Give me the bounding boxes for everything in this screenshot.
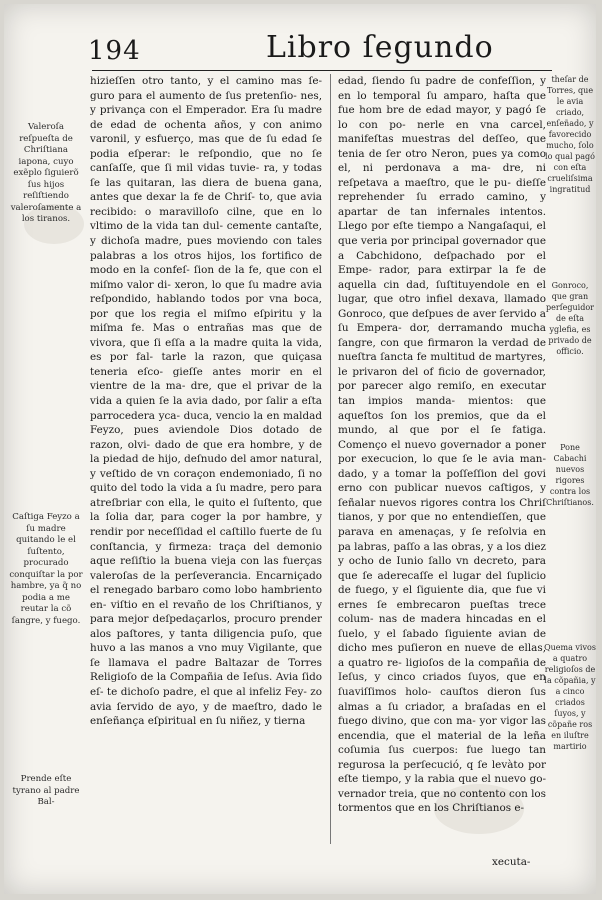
margin-note-left: Caſtiga Feyzo a ſu madre quitando le el ſuſtento, procurado conquiſtar la por hambre, ya q̃ no podia a me reutar la cõ ſangre, y fuego. (9, 512, 83, 626)
right-text-column (338, 74, 546, 816)
header-rule (92, 70, 552, 71)
column-divider (330, 74, 331, 844)
page-number: 194 (88, 36, 141, 66)
paragraph: edad, ſiendo ſu padre de confeſſion, y en lo temporal ſu amparo, haſta que fue hom bre de edad mayor, y pagó ſe lo con po- nerle en vna carcel, manifeſtas muestras del deſſeo, que tenia de ſer otro Neron, pues ya como el, ni perdonava a ma- dre, ni reſpetava a maeſtro, que le pu- dieſſe reprehender ſu errado camino, y apartar de tan infernales intentos. Llego por eſte tiempo a Nangaſaqui, el que veria por principal governador que a Cabchidono, deſpachado por el Empe- rador, para extirpar la fe de aquella cin dad, ſuſtituyendole en el lugar, que otro infiel dexava, llamado Gonroco, que deſpues de aver ſervido a ſu Empera- dor, derramando mucha ſangre, con que firmaron la verdad de nueſtra ſancta fe multitud de martyres, le privaron del of ficio de governador, por parecer algo remiſo, en executar tan impios manda- mientos: que aqueſtos ſon los premios, que da el mundo, al que por el ſe fatiga. Començo el nuevo governador a poner por execucion, lo que ſe le avia man- dado, y a tomar la poſſeſſion del govi erno con publicar nuevos caſtigos, y ſeñalar nuevos rigores contra los Chriſ tianos, y por que no entendieſſen, que parava en amenaças, y ſe reſolvia en pa labras, paſſo a las obras, y a los diez y ocho de Iunio ſallo vn decreto, para que ſe aderecaſſe el lugar del ſuplicio de fuego, y el ſiguiente dia, que fue vi ernes ſe embrecaron pueſtas trece colum- nas de madera hincadas en el ſuelo, y el ſabado ſiguiente avian de dicho mes puſieron en nueve de ellas, a quatro re- ligioſos de la compañia de Ieſus, y cinco criados ſuyos, que en ſuaviſſimos holo- cauſtos dieron ſus almas a ſu criador, a braſadas en el fuego divino, que con ma- yor vigor las encendia, que el material de la leña coſumia ſus cuerpos: fue luego tan regurosa la perſecució, q ſe levàto por eſte tiempo, y la rabia que el nuevo go- vernador treia, que no contento con los tormentos que en los Chriſtianos e- (338, 75, 547, 815)
paragraph: hizieſſen otro tanto, y el camino mas ſe- guro para el aumento de ſus pretenſio- nes, y privança con el Emperador. Era ſu madre de edad de ochenta años, y con animo varonil, y esfuerço, mas que de ſu edad ſe podia eſperar: le reſpondio, que no ſe canſaſſe, que ſi mil vidas tuvie- ra, y todas ſe las quitaran, las diera de buena gana, antes que dexar la fe de Chriſ- to, que avia recibido: o maravilloſo cilne, que en lo vltimo de la vida tan dul- cemente cantaſte, y dichoſa madre, pues moviendo con tales palabras a los otros hijos, los fortifico de modo en la confeſ- ſion de la fe, que con el miſmo valor di- xeron, lo que ſu madre avia reſpondido, hablando todos por vna boca, por que los regia el miſmo eſpiritu y la miſma fe. Mas o entrañas mas que de vivora, que ſi eſſa a la madre quita la vida, es por fal- tarle la razon, que quiçasa teneria eſco- gieſſe antes morir en el vientre de la ma- dre, que el privar de la vida a quien ſe la avia dado, por ſalir a eſta parrocedera yca- duca, vencio la en maldad Feyzo, pues aviendole Dios dotado de razon, olvi- dado de que era hombre, y de la piedad de hijo, deſnudo del amor natural, y veſtido de vn coraçon endemoniado, ſi no quito del todo la vida a ſu madre, pero para atreſbriar con ella, le quito el ſuſtento, que la ſolia dar, para coger la por hambre, y rendir por neceſſidad el caſtillo fuerte de ſu conſtancia, y firmeza: traça del demonio aque reſiſtio la buena vieja con las fuerças valeroſas de la perſeverancia. Encarniçado el renegado barbaro como lobo hambriento en- viſtio en el revaño de los Chriſtianos, y para mejor deſpedaçarlos, procuro prender alos paſtores, y tanta diligencia puſo, que huvo a las manos a vno muy Vigilante, que ſe llamava el padre Baltazar de Torres Religioſo de la Compañia de Ieſus. Avia ſido eſ- te dichoſo padre, el que al infeliz Fey- zo avia ſervido de ayo, y de maeſtro, dado le enſeñança eſpiritual en ſu niñez, y tierna (90, 75, 322, 728)
page-header (4, 30, 596, 70)
margin-note-left: Valeroſa reſpueſta de Chriſtiana iapona, cuyo exẽplo ſiguierõ ſus hijos reſiſtiendo valeroſamente a los tiranos. (10, 122, 82, 224)
left-text-column (90, 74, 322, 729)
margin-note-right: Quema vivos a quatro religioſos de la cõpañia, y a cinco criados ſuyos, y cõpañe ros en iluſtre martirio (544, 643, 596, 751)
catchword: xecuta- (492, 856, 531, 868)
margin-note-right: Pone Cabachi nuevos rigores contra los Chriſtianos. (546, 443, 594, 507)
margin-note-left: Prende eſte tyrano al padre Bal- (12, 774, 80, 807)
book-page (4, 4, 596, 894)
margin-note-right: Gonroco, que gran perſeguidor de eſta yglefia, es privado de officio. (546, 281, 594, 356)
running-title: Libro ſegundo (266, 30, 494, 65)
margin-note-right: theſar de Torres, que le avia criado, enſeñado, y favorecido mucho, ſolo lo qual pagó con eſta crueliſsima ingratitud (545, 75, 595, 194)
